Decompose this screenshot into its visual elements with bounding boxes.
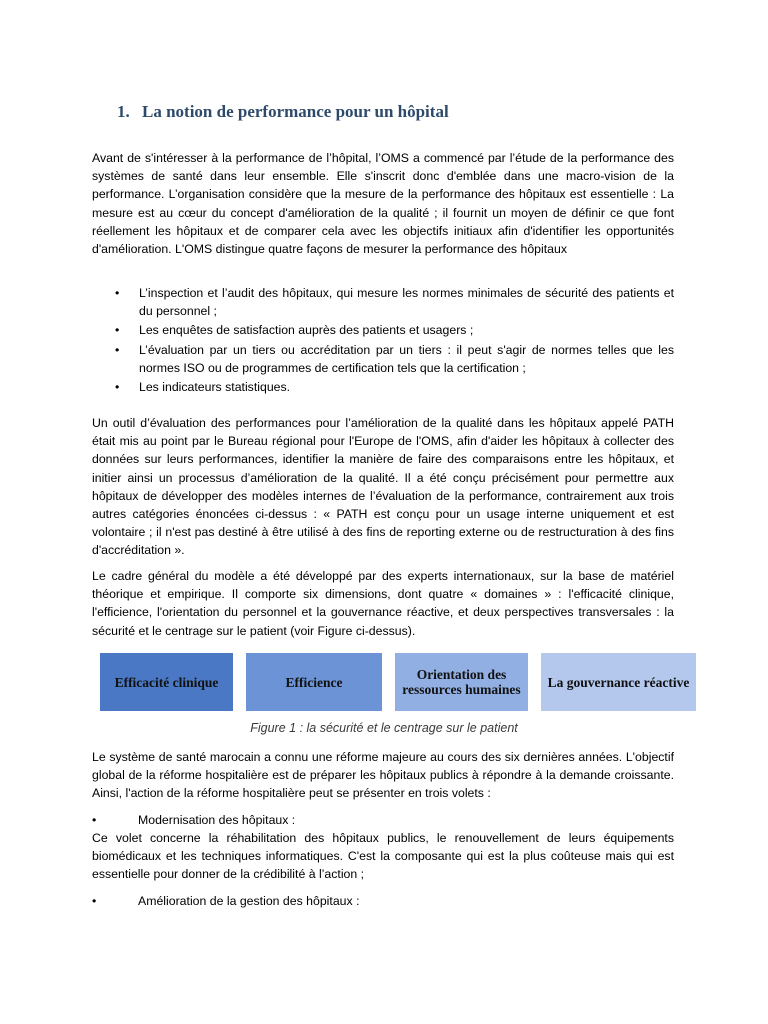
volet-2-title: Amélioration de la gestion des hôpitaux : [138,894,360,908]
bullet-marker: • [92,813,97,827]
framework-paragraph: Le cadre général du modèle a été développé par des experts internationaux, sur la base de matériel théorique et empirique. Il comporte six dimensions, dont quatre « domaines » : l'efficacité clinique, l'efficience, l'orientation du personnel et la gouvernance réactive, et deux perspectives transversales : la sécurité et le centrage sur le patient (voir Figure ci-dessus). [92,569,674,638]
path-paragraph: Un outil d’évaluation des performances pour l’amélioration de la qualité dans les hôpitaux appelé PATH était mis au point par le Bureau régional pour l'Europe de l'OMS, afin d'aider les hôpitaux à collecter des données sur leurs performances, identifier la manière de faire des comparaisons entre les hôpitaux, et initier ainsi un processus d’amélioration de la qualité. Il a été conçu précisément pour permettre aux hôpitaux de développer des modèles internes de l’évaluation de la performance, contrairement aux trois autres catégories énoncées ci-dessus : « PATH est conçu pour un usage interne uniquement et est volontaire ; il n'est pas destiné à être utilisé à des fins de reporting externe ou de restructuration à des fins d'accréditation ». [92,416,674,558]
section-number: 1. [117,102,130,121]
domain-box-label: La gouvernance réactive [547,674,690,690]
volet-1-title: Modernisation des hôpitaux : [138,813,296,827]
list-item: • L’inspection et l’audit des hôpitaux, qui mesure les normes minimales de sécurité des patients et du personnel ; [92,284,674,320]
list-item: • L’évaluation par un tiers ou accréditation par un tiers : il peut s'agir de normes telles que les normes ISO ou de programmes de certification tels que la certification ; [92,341,674,377]
list-item: • Les indicateurs statistiques. [92,378,674,396]
figure-domain-boxes [100,653,696,711]
section-heading [117,102,449,122]
figure-caption: Figure 1 : la sécurité et le centrage sur le patient [250,721,518,735]
reform-paragraph: Le système de santé marocain a connu une réforme majeure au cours des six dernières années. L'objectif global de la réforme hospitalière est de préparer les hôpitaux publics à répondre à la demande croissante. Ainsi, l'action de la réforme hospitalière peut se présenter en trois volets : [92,750,674,801]
section-title: La notion de performance pour un hôpital [142,102,449,121]
bullet-marker: • [92,894,97,908]
measure-bullet-list [92,284,674,397]
list-item: • Les enquêtes de satisfaction auprès des patients et usagers ; [92,321,674,339]
domain-box-gouvernance [541,653,696,711]
domain-box-label: Efficience [285,674,343,690]
domain-box-label: Efficacité clinique [114,674,219,690]
domain-box-efficacite [100,653,233,711]
domain-box-label: Orientation des ressources humaines [402,667,521,697]
intro-paragraph: Avant de s'intéresser à la performance de l’hôpital, l’OMS a commencé par l’étude de la performance des systèmes de santé dans leur ensemble. Elle s'inscrit donc d'emblée dans une macro-vision de la performance. L’organisation considère que la mesure de la performance des hôpitaux est essentielle : La mesure est au cœur du concept d'amélioration de la qualité ; il fournit un moyen de définir ce que font réellement les hôpitaux et de comparer cela avec les objectifs initiaux afin d'identifier les opportunités d'amélioration. L'OMS distingue quatre façons de mesurer la performance des hôpitaux [92,151,674,257]
domain-box-efficience [246,653,382,711]
volet-1-text: Ce volet concerne la réhabilitation des hôpitaux publics, le renouvellement de leurs équipements biomédicaux et les techniques informatiques. C'est la composante qui est la plus coûteuse mais qui est essentielle pour donner de la crédibilité à l’action ; [92,831,674,882]
domain-box-orientation [395,653,528,711]
